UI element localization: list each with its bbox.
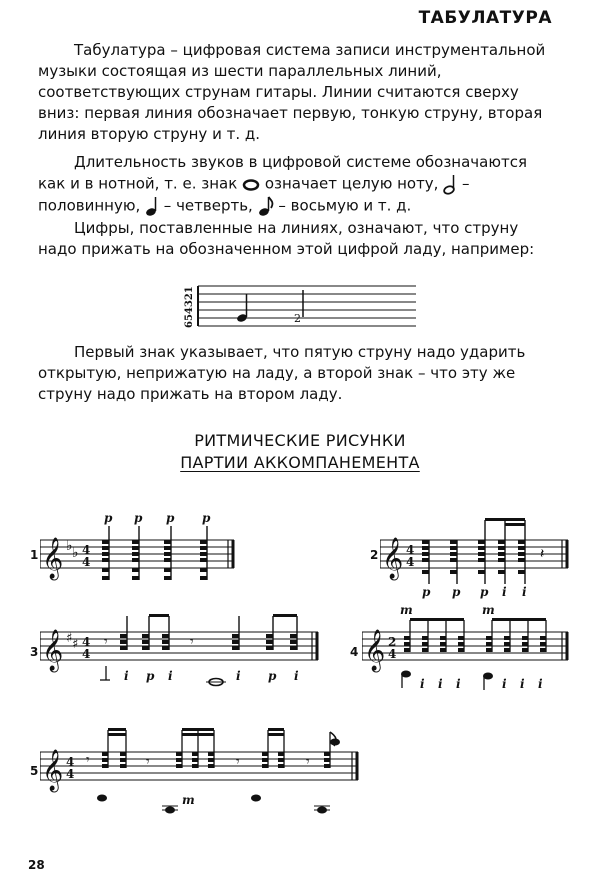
example-5-staff [40,718,362,822]
section-title-line2: ПАРТИИ АККОМПАНЕМЕНТА [180,453,420,472]
example-2-number: 2 [370,548,379,562]
eighth-note-icon [258,195,274,217]
durations-text-c: – половинную, [38,174,470,215]
paragraph-explanation: Первый знак указывает, что пятую струну надо ударить открытую, неприжатую на ладу, а второй знак – что эту же струну надо прижать на втором ладу. [38,343,526,403]
svg-text:𝄞: 𝄞 [42,630,64,671]
svg-text:♯: ♯ [72,637,79,652]
example-1-staff [40,510,240,590]
svg-text:i: i [420,677,425,691]
svg-text:𝄾: 𝄾 [86,752,90,768]
svg-text:i: i [294,669,299,683]
paragraph-tablature-definition: Табулатура – цифровая система записи инструментальной музыки состоящая из шести параллельных линий, соответствующих струнам гитары. Линии считаются сверху вниз: первая линия обозначает первую, тонкую струну, вторая линия вторую струну и т. д. [38,41,546,143]
tab-fret-label: 2 [294,312,301,325]
svg-text:𝄾: 𝄾 [306,754,310,770]
svg-text:4: 4 [82,555,91,569]
example-5-number: 5 [30,764,39,778]
tab-note-open-quarter [236,294,248,323]
half-note-icon [443,173,457,195]
svg-text:p: p [134,511,143,525]
example-3-staff [40,602,322,692]
example-3-number: 3 [30,645,39,659]
section-title [0,430,600,474]
svg-text:4: 4 [82,635,91,649]
tab-example-staff [180,280,420,332]
svg-text:4: 4 [66,755,75,769]
page-header-title: ТАБУЛАТУРА [418,8,552,28]
durations-text-e: – восьмую и т. д. [278,196,412,215]
page-number: 28 [28,858,45,872]
example-1-number: 1 [30,548,39,562]
svg-text:4: 4 [66,767,75,781]
example-4-number: 4 [350,645,359,659]
svg-text:p: p [146,669,155,683]
paragraph-durations [38,152,550,217]
svg-text:2: 2 [388,635,397,649]
svg-text:𝄞: 𝄞 [382,538,404,579]
svg-text:p: p [480,585,489,599]
example-4-staff [362,602,572,694]
svg-text:p: p [104,511,113,525]
durations-text-a: Длительность звуков в цифровой системе обозначаются как и в нотной, т. е. знак [38,153,527,193]
svg-text:4: 4 [82,647,91,661]
svg-text:𝄽: 𝄽 [540,546,545,562]
tab-string-numbers: 654321 [184,286,195,328]
example-2-staff [380,510,572,600]
svg-text:4: 4 [406,555,415,569]
tab-lines [198,286,416,326]
svg-text:4: 4 [388,647,397,661]
svg-text:𝄾: 𝄾 [190,634,194,650]
svg-text:𝄾: 𝄾 [146,754,150,770]
svg-text:i: i [538,677,543,691]
svg-text:p: p [452,585,461,599]
svg-text:𝄞: 𝄞 [42,750,64,791]
svg-text:i: i [438,677,443,691]
svg-text:i: i [456,677,461,691]
svg-text:m: m [482,603,495,617]
durations-text-b: означает целую ноту, [264,174,439,193]
svg-text:𝄾: 𝄾 [236,754,240,770]
svg-text:p: p [268,669,277,683]
svg-text:𝄞: 𝄞 [364,630,386,671]
svg-text:i: i [522,585,527,599]
svg-text:♭: ♭ [72,545,79,561]
svg-text:i: i [502,677,507,691]
treble-clef-icon: 𝄞 [42,538,64,579]
quarter-note-icon [145,195,159,217]
paragraph-frets: Цифры, поставленные на линиях, означают, что струну надо прижать на обозначенном этой цифрой ладу, например: [38,219,535,258]
svg-text:p: p [422,585,431,599]
whole-note-icon [242,177,260,191]
svg-text:m: m [182,793,195,807]
svg-text:♭: ♭ [66,538,73,554]
svg-text:4: 4 [82,543,91,557]
durations-text-d: – четверть, [163,196,253,215]
svg-text:i: i [502,585,507,599]
svg-text:m: m [400,603,413,617]
svg-text:4: 4 [406,543,415,557]
svg-text:𝄾: 𝄾 [104,634,108,650]
svg-text:i: i [236,669,241,683]
svg-text:p: p [166,511,175,525]
svg-text:♯: ♯ [66,631,73,646]
tab-note-fret-2-half [294,290,303,325]
svg-text:i: i [168,669,173,683]
svg-text:p: p [202,511,211,525]
section-title-line1: РИТМИЧЕСКИЕ РИСУНКИ [194,431,406,450]
svg-text:i: i [124,669,129,683]
svg-text:i: i [520,677,525,691]
